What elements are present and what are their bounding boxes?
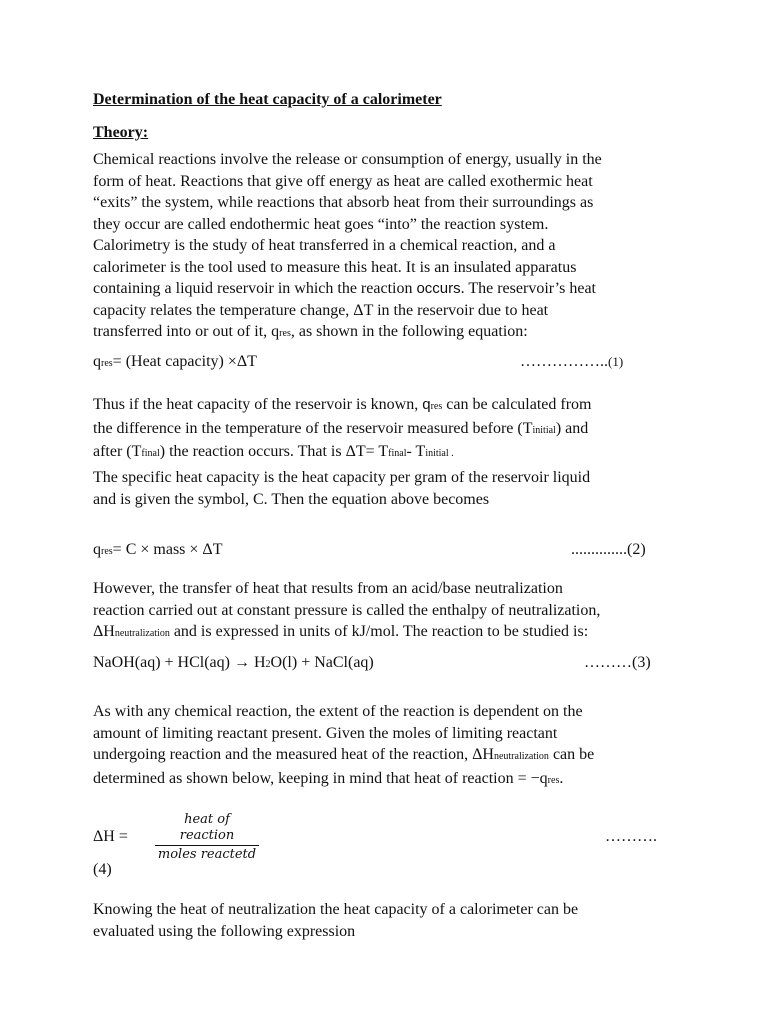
paragraph-limiting-reactant bbox=[93, 701, 673, 791]
text-line: reaction carried out at constant pressure is called the enthalpy of neutralization, bbox=[93, 601, 601, 619]
paragraph-introduction bbox=[93, 149, 673, 345]
text-span: transferred into or out of it, q bbox=[93, 323, 280, 340]
eq-rhs: = C × mass × ΔT bbox=[112, 541, 223, 558]
text-span: undergoing reaction and the measured heat of the reaction, ΔH bbox=[93, 746, 494, 763]
subscript: initial bbox=[532, 424, 556, 436]
equation-4-dots: ………. bbox=[605, 828, 657, 845]
text-line: amount of limiting reactant present. Given the moles of limiting reactant bbox=[93, 724, 558, 742]
text-line bbox=[93, 441, 673, 465]
fraction-bar bbox=[155, 845, 259, 846]
subscript: neutralization bbox=[114, 628, 170, 639]
text-line bbox=[93, 744, 673, 768]
text-line bbox=[93, 768, 673, 792]
eq-text: NaOH(aq) + HCl(aq) → H bbox=[93, 654, 266, 671]
subscript: res bbox=[279, 328, 291, 339]
eq-symbol: q bbox=[93, 541, 101, 558]
subscript: 2 bbox=[265, 659, 271, 670]
text-line bbox=[93, 394, 673, 418]
fraction-numerator: heat of reaction bbox=[179, 812, 235, 843]
theory-heading: Theory: bbox=[93, 124, 149, 141]
text-span: . bbox=[559, 769, 564, 787]
text-line: The specific heat capacity is the heat capacity per gram of the reservoir liquid bbox=[93, 469, 591, 486]
text-span: ) and bbox=[555, 419, 589, 437]
text-line: calorimeter is the tool used to measure this heat. It is an insulated apparatus bbox=[93, 258, 577, 276]
paragraph-neutralization bbox=[93, 578, 673, 645]
text-span: determined as shown below, keeping in mind that heat of reaction = −q bbox=[93, 769, 548, 787]
equation-3-number: ………(3) bbox=[584, 654, 651, 671]
equation-2-number: ..............(2) bbox=[571, 541, 646, 558]
paragraph-conclusion bbox=[93, 899, 673, 942]
text-span: q bbox=[422, 396, 431, 413]
eq-rhs: = (Heat capacity) ×ΔT bbox=[112, 353, 257, 370]
text-span: . bbox=[448, 448, 454, 459]
subscript: res bbox=[547, 774, 560, 786]
text-span: . The reservoir’s heat bbox=[460, 280, 596, 297]
eq-symbol: q bbox=[93, 353, 101, 370]
text-span: Thus if the heat capacity of the reservoir is known, bbox=[93, 396, 423, 413]
text-line: Calorimetry is the study of heat transferred in a chemical reaction, and a bbox=[93, 237, 556, 254]
text-span: containing a liquid reservoir in which the reaction bbox=[93, 280, 417, 297]
equation-1-number bbox=[520, 353, 623, 371]
subscript: res bbox=[101, 546, 113, 557]
text-span: can be calculated from bbox=[442, 396, 592, 413]
text-span: - T bbox=[406, 443, 426, 460]
text-line: they occur are called endothermic heat goes “into” the reaction system. bbox=[93, 215, 549, 233]
eq-num: (1) bbox=[608, 354, 624, 369]
text-line: capacity relates the temperature change, ΔT in the reservoir due to heat bbox=[93, 301, 549, 319]
equation-1 bbox=[93, 353, 257, 371]
paragraph-reservoir bbox=[93, 394, 673, 465]
text-line bbox=[93, 278, 673, 300]
text-span: and is expressed in units of kJ/mol. The reaction to be studied is: bbox=[169, 623, 589, 640]
text-line: As with any chemical reaction, the extent of the reaction is dependent on the bbox=[93, 703, 583, 720]
text-span: the difference in the temperature of the reservoir measured before (T bbox=[93, 419, 533, 437]
subscript: final bbox=[388, 448, 407, 459]
text-line: Knowing the heat of neutralization the heat capacity of a calorimeter can be bbox=[93, 901, 579, 918]
text-span: ΔH bbox=[93, 623, 115, 640]
text-line: However, the transfer of heat that results from an acid/base neutralization bbox=[93, 580, 563, 597]
text-line bbox=[93, 418, 673, 442]
text-span: after (T bbox=[93, 443, 142, 460]
subscript: res bbox=[430, 401, 443, 412]
equation-4-number: (4) bbox=[93, 861, 112, 878]
fraction-denominator: moles reactetd bbox=[157, 847, 257, 862]
text-line: and is given the symbol, C. Then the equation above becomes bbox=[93, 490, 490, 508]
paragraph-specific-heat bbox=[93, 467, 673, 510]
text-line: “exits” the system, while reactions that absorb heat from their surroundings as bbox=[93, 194, 594, 211]
text-span: occurs bbox=[416, 280, 461, 297]
text-line bbox=[93, 321, 673, 345]
text-line: Chemical reactions involve the release or consumption of energy, usually in the bbox=[93, 151, 602, 168]
equation-4-lhs: ΔH = bbox=[93, 828, 128, 845]
text-line: evaluated using the following expression bbox=[93, 922, 356, 940]
equation-4-fraction bbox=[155, 812, 259, 863]
subscript: res bbox=[101, 358, 113, 369]
text-span: ) the reaction occurs. That is ΔT= T bbox=[159, 443, 389, 460]
equation-3 bbox=[93, 654, 374, 672]
text-line: form of heat. Reactions that give off energy as heat are called exothermic heat bbox=[93, 172, 593, 190]
text-span: , as shown in the following equation: bbox=[290, 323, 528, 340]
eq-text: O(l) + NaCl(aq) bbox=[270, 654, 374, 671]
text-span: can be bbox=[548, 746, 595, 763]
equation-2 bbox=[93, 541, 222, 559]
subscript: initial bbox=[425, 448, 449, 459]
document-title: Determination of the heat capacity of a calorimeter bbox=[93, 91, 442, 108]
subscript: final bbox=[141, 448, 160, 459]
eq-dots: …………….. bbox=[520, 353, 608, 370]
text-line bbox=[93, 621, 673, 645]
subscript: neutralization bbox=[493, 751, 549, 762]
